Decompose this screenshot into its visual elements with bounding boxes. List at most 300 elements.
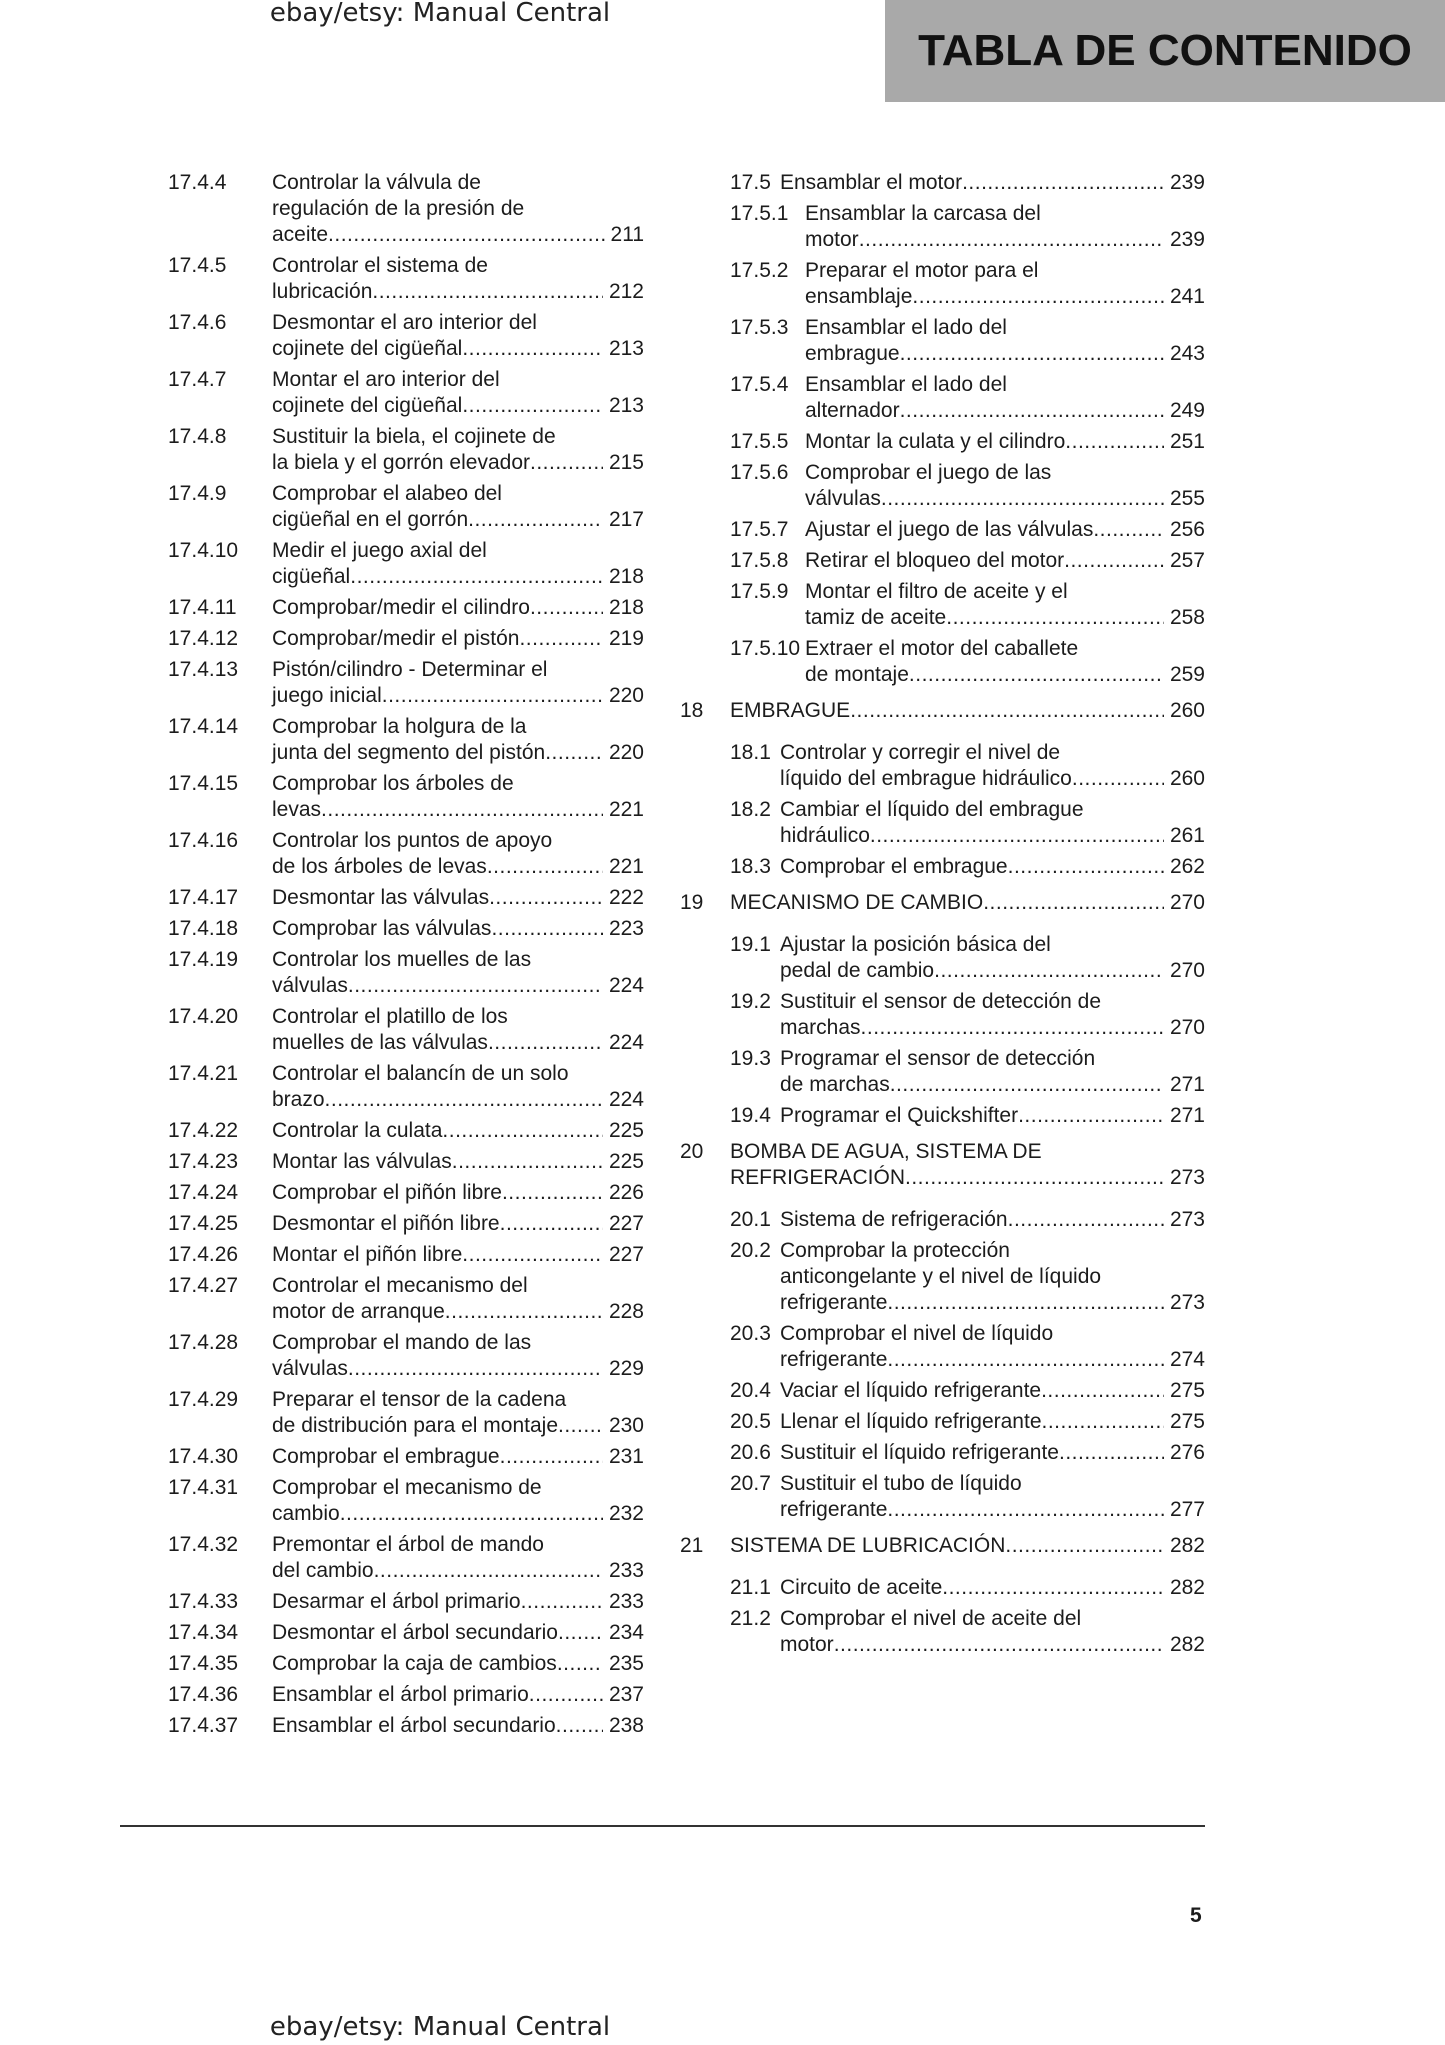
dot-leader: [340, 1501, 603, 1527]
toc-entry-page: 282: [1169, 1576, 1205, 1599]
toc-entry[interactable]: [168, 916, 644, 942]
toc-entry-number: 17.5.7: [730, 518, 789, 541]
dot-leader: [962, 170, 1164, 196]
toc-entry-page: 251: [1169, 430, 1205, 453]
toc-entry[interactable]: [168, 367, 644, 419]
toc-entry-title-line: motor de arranque: [272, 1300, 445, 1323]
toc-entry[interactable]: [168, 714, 644, 766]
toc-entry-number: 17.4.12: [168, 627, 239, 650]
dot-leader: [1093, 517, 1164, 543]
toc-entry-title-line: Programar el Quickshifter: [780, 1104, 1019, 1127]
dot-leader: [462, 336, 603, 362]
toc-entry-number: 20: [680, 1140, 704, 1163]
dot-leader: [530, 595, 603, 621]
toc-entry-title-line: Comprobar el nivel de líquido: [780, 1322, 1054, 1345]
toc-entry-title-line: Medir el juego axial del: [272, 539, 487, 562]
toc-entry[interactable]: [168, 481, 644, 533]
toc-entry[interactable]: [680, 429, 1205, 455]
toc-entry[interactable]: [168, 1589, 644, 1615]
toc-entry-number: 17.5.4: [730, 373, 789, 396]
dot-leader: [887, 1347, 1164, 1373]
toc-entry-title-line: refrigerante: [780, 1498, 888, 1521]
toc-entry-page: 213: [608, 337, 644, 360]
toc-entry[interactable]: [680, 1533, 1205, 1559]
toc-entry-title-line: cigüeñal en el gorrón: [272, 508, 469, 531]
toc-entry-number: 19.1: [730, 933, 771, 956]
toc-entry[interactable]: [680, 315, 1205, 367]
dot-leader: [558, 1413, 603, 1439]
toc-entry-title-line: Ensamblar el motor: [780, 171, 963, 194]
toc-entry-title-line: Desmontar las válvulas: [272, 886, 490, 909]
toc-entry-page: 282: [1169, 1534, 1205, 1557]
footer-rule: [120, 1825, 1205, 1827]
toc-entry[interactable]: [680, 932, 1205, 984]
dot-leader: [946, 605, 1164, 631]
toc-entry-title-line: levas: [272, 798, 322, 821]
dot-leader: [1059, 1440, 1164, 1466]
toc-entry-title-line: Montar el aro interior del: [272, 368, 500, 391]
dot-leader: [321, 797, 603, 823]
toc-entry[interactable]: [680, 698, 1205, 724]
toc-entry-title-line: cojinete del cigüeñal: [272, 394, 463, 417]
toc-entry[interactable]: [168, 1273, 644, 1325]
dot-leader: [834, 1632, 1164, 1658]
toc-entry-title-line: la biela y el gorrón elevador: [272, 451, 530, 474]
toc-entry-number: 17.4.28: [168, 1331, 239, 1354]
toc-entry-page: 228: [608, 1300, 644, 1323]
toc-entry[interactable]: [168, 1682, 644, 1708]
toc-entry[interactable]: [680, 1139, 1205, 1191]
toc-entry-page: 222: [608, 886, 644, 909]
dot-leader: [489, 885, 603, 911]
dot-leader: [900, 341, 1164, 367]
toc-entry-title-line: Controlar la culata: [272, 1119, 443, 1142]
toc-entry-title-line: refrigerante: [780, 1291, 888, 1314]
toc-entry-page: 218: [608, 596, 644, 619]
toc-entry-number: 20.5: [730, 1410, 771, 1433]
toc-entry[interactable]: [168, 538, 644, 590]
dot-leader: [328, 222, 604, 248]
toc-entry-page: 237: [608, 1683, 644, 1706]
toc-entry-title-line: juego inicial: [272, 684, 382, 707]
toc-entry-number: 17.4.31: [168, 1476, 239, 1499]
toc-entry-page: 282: [1169, 1633, 1205, 1656]
toc-entry[interactable]: [168, 1387, 644, 1439]
dot-leader: [500, 1444, 603, 1470]
dot-leader: [861, 1015, 1164, 1041]
toc-entry-number: 17.4.5: [168, 254, 227, 277]
toc-entry-page: 233: [608, 1559, 644, 1582]
toc-entry-title-line: Ensamblar el árbol primario: [272, 1683, 529, 1706]
dot-leader: [934, 958, 1164, 984]
toc-entry[interactable]: [680, 890, 1205, 916]
toc-entry-number: 20.1: [730, 1208, 771, 1231]
toc-entry[interactable]: [680, 1440, 1205, 1466]
dot-leader: [887, 1290, 1164, 1316]
toc-entry[interactable]: [680, 258, 1205, 310]
toc-entry[interactable]: [168, 1620, 644, 1646]
toc-entry-number: 18: [680, 699, 704, 722]
toc-entry-page: 220: [608, 741, 644, 764]
toc-entry-title-line: Comprobar la holgura de la: [272, 715, 527, 738]
toc-entry[interactable]: [168, 253, 644, 305]
dot-leader: [1064, 548, 1164, 574]
toc-entry-number: 17.4.16: [168, 829, 239, 852]
toc-entry[interactable]: [168, 1004, 644, 1056]
toc-entry-number: 21: [680, 1534, 704, 1557]
toc-entry-page: 261: [1169, 824, 1205, 847]
toc-entry-number: 17.4.35: [168, 1652, 239, 1675]
dot-leader: [912, 284, 1164, 310]
toc-entry[interactable]: [680, 1238, 1205, 1316]
toc-entry-title-line: Controlar y corregir el nivel de: [780, 741, 1061, 764]
toc-entry-page: 212: [608, 280, 644, 303]
toc-entry-number: 21.1: [730, 1576, 771, 1599]
toc-entry-number: 17.4.10: [168, 539, 239, 562]
dot-leader: [1008, 854, 1164, 880]
toc-entry-title-line: Comprobar el mecanismo de: [272, 1476, 542, 1499]
toc-entry-number: 17.5.3: [730, 316, 789, 339]
toc-entry[interactable]: [168, 1180, 644, 1206]
dot-leader: [462, 1242, 603, 1268]
dot-leader: [909, 662, 1164, 688]
toc-entry-page: 255: [1169, 487, 1205, 510]
toc-entry-title-line: Controlar el mecanismo del: [272, 1274, 528, 1297]
toc-entry[interactable]: [680, 170, 1205, 196]
toc-entry-page: 225: [608, 1150, 644, 1173]
toc-entry-title-line: Extraer el motor del caballete: [805, 637, 1079, 660]
toc-right-column: [680, 170, 1205, 1663]
dot-leader: [372, 279, 603, 305]
dot-leader: [900, 398, 1164, 424]
toc-entry[interactable]: [680, 854, 1205, 880]
toc-entry[interactable]: [680, 636, 1205, 688]
dot-leader: [1005, 1533, 1164, 1559]
page-title: TABLA DE CONTENIDO: [918, 26, 1412, 75]
toc-entry-title-line: Sustituir la biela, el cojinete de: [272, 425, 556, 448]
toc-entry-page: 234: [608, 1621, 644, 1644]
toc-entry-number: 17.4.23: [168, 1150, 239, 1173]
toc-entry-title-line: REFRIGERACIÓN: [730, 1166, 906, 1189]
toc-entry-page: 231: [608, 1445, 644, 1468]
toc-entry[interactable]: [168, 1330, 644, 1382]
toc-entry-number: 17.5.5: [730, 430, 789, 453]
dot-leader: [521, 1589, 603, 1615]
toc-entry-page: 238: [608, 1714, 644, 1737]
toc-entry-title-line: Sistema de refrigeración: [780, 1208, 1008, 1231]
toc-entry-page: 270: [1169, 959, 1205, 982]
toc-entry[interactable]: [680, 201, 1205, 253]
toc-entry-title-line: Preparar el tensor de la cadena: [272, 1388, 567, 1411]
toc-entry-number: 20.2: [730, 1239, 771, 1262]
dot-leader: [348, 973, 603, 999]
toc-entry-title-line: BOMBA DE AGUA, SISTEMA DE: [730, 1140, 1042, 1163]
toc-entry-number: 19.2: [730, 990, 771, 1013]
toc-entry-title-line: Comprobar el nivel de aceite del: [780, 1607, 1082, 1630]
toc-entry-page: 256: [1169, 518, 1205, 541]
toc-entry-title-line: Controlar los puntos de apoyo: [272, 829, 553, 852]
toc-entry[interactable]: [680, 579, 1205, 631]
toc-entry[interactable]: [168, 310, 644, 362]
toc-entry-title-line: Comprobar el mando de las: [272, 1331, 532, 1354]
toc-entry-page: 219: [608, 627, 644, 650]
toc-entry[interactable]: [680, 517, 1205, 543]
toc-entry-page: 224: [608, 974, 644, 997]
toc-entry[interactable]: [168, 1118, 644, 1144]
toc-entry-title-line: Sustituir el sensor de detección de: [780, 990, 1102, 1013]
toc-entry-title-line: Comprobar el piñón libre: [272, 1181, 502, 1204]
toc-entry-title-line: cojinete del cigüeñal: [272, 337, 463, 360]
toc-entry-number: 17.4.30: [168, 1445, 239, 1468]
toc-entry[interactable]: [680, 1575, 1205, 1601]
toc-entry-number: 20.4: [730, 1379, 771, 1402]
dot-leader: [942, 1575, 1164, 1601]
toc-entry-title-line: aceite: [272, 223, 329, 246]
toc-entry-title-line: Pistón/cilindro - Determinar el: [272, 658, 548, 681]
dot-leader: [350, 564, 603, 590]
dot-leader: [545, 740, 603, 766]
dot-leader: [558, 1620, 603, 1646]
toc-entry[interactable]: [680, 1606, 1205, 1658]
dot-leader: [1008, 1207, 1164, 1233]
toc-entry[interactable]: [168, 828, 644, 880]
toc-entry[interactable]: [168, 1651, 644, 1677]
toc-entry-title-line: Ensamblar el árbol secundario: [272, 1714, 556, 1737]
toc-entry-title-line: marchas: [780, 1016, 861, 1039]
toc-entry-page: 221: [608, 855, 644, 878]
toc-entry-title-line: anticongelante y el nivel de líquido: [780, 1265, 1102, 1288]
dot-leader: [870, 823, 1164, 849]
toc-entry-title-line: Cambiar el líquido del embrague: [780, 798, 1084, 821]
toc-entry-number: 17.4.26: [168, 1243, 239, 1266]
dot-leader: [519, 626, 603, 652]
toc-entry-page: 273: [1169, 1208, 1205, 1231]
toc-entry[interactable]: [168, 947, 644, 999]
toc-entry[interactable]: [168, 595, 644, 621]
toc-entry[interactable]: [680, 989, 1205, 1041]
toc-entry-title-line: de distribución para el montaje: [272, 1414, 559, 1437]
toc-entry[interactable]: [680, 1321, 1205, 1373]
toc-entry-title-line: Sustituir el líquido refrigerante: [780, 1441, 1059, 1464]
toc-entry[interactable]: [168, 1444, 644, 1470]
dot-leader: [556, 1713, 603, 1739]
toc-entry[interactable]: [168, 424, 644, 476]
toc-entry-page: 243: [1169, 342, 1205, 365]
toc-entry-page: 257: [1169, 549, 1205, 572]
toc-entry[interactable]: [168, 1242, 644, 1268]
toc-entry-number: 17.4.27: [168, 1274, 239, 1297]
toc-entry-title-line: Controlar el balancín de un solo: [272, 1062, 569, 1085]
toc-entry-title-line: junta del segmento del pistón: [272, 741, 546, 764]
toc-entry-title-line: Circuito de aceite: [780, 1576, 943, 1599]
toc-entry[interactable]: [168, 1713, 644, 1739]
toc-entry[interactable]: [680, 1207, 1205, 1233]
toc-entry[interactable]: [168, 1149, 644, 1175]
toc-entry-title-line: del cambio: [272, 1559, 374, 1582]
dot-leader: [530, 450, 603, 476]
dot-leader: [529, 1682, 603, 1708]
toc-entry-title-line: válvulas: [272, 974, 348, 997]
header-title-box: [885, 0, 1445, 102]
toc-entry[interactable]: [680, 548, 1205, 574]
toc-entry[interactable]: [680, 740, 1205, 792]
toc-entry-title-line: líquido del embrague hidráulico: [780, 767, 1072, 790]
toc-entry[interactable]: [168, 657, 644, 709]
toc-entry-title-line: refrigerante: [780, 1348, 888, 1371]
toc-entry[interactable]: [168, 1532, 644, 1584]
toc-entry-title-line: embrague: [805, 342, 900, 365]
toc-entry-number: 17.5.10: [730, 637, 801, 660]
toc-entry-title-line: Desmontar el piñón libre: [272, 1212, 500, 1235]
toc-entry-number: 20.7: [730, 1472, 771, 1495]
toc-entry-page: 215: [608, 451, 644, 474]
dot-leader: [881, 486, 1164, 512]
toc-entry[interactable]: [168, 170, 644, 248]
toc-entry-title-line: Llenar el líquido refrigerante: [780, 1410, 1042, 1433]
dot-leader: [488, 1030, 603, 1056]
toc-entry-page: 273: [1169, 1166, 1205, 1189]
dot-leader: [500, 1211, 603, 1237]
dot-leader: [374, 1558, 603, 1584]
toc-entry-page: 275: [1169, 1379, 1205, 1402]
toc-entry[interactable]: [168, 626, 644, 652]
toc-entry-number: 17.4.18: [168, 917, 239, 940]
dot-leader: [890, 1072, 1164, 1098]
toc-entry-page: 226: [608, 1181, 644, 1204]
dot-leader: [382, 683, 603, 709]
dot-leader: [442, 1118, 603, 1144]
toc-entry-page: 276: [1169, 1441, 1205, 1464]
toc-entry-page: 213: [608, 394, 644, 417]
toc-entry-number: 17.4.11: [168, 596, 237, 619]
toc-entry-number: 17.5.8: [730, 549, 789, 572]
toc-entry-title-line: alternador: [805, 399, 900, 422]
toc-entry-title-line: de montaje: [805, 663, 909, 686]
toc-entry-page: 221: [608, 798, 644, 821]
toc-entry-page: 223: [608, 917, 644, 940]
dot-leader: [887, 1497, 1164, 1523]
toc-entry-page: 273: [1169, 1291, 1205, 1314]
toc-entry[interactable]: [168, 771, 644, 823]
toc-entry-number: 17.4.19: [168, 948, 239, 971]
toc-left-column: [168, 170, 644, 1744]
toc-entry-title-line: Programar el sensor de detección: [780, 1047, 1096, 1070]
toc-entry[interactable]: [680, 797, 1205, 849]
dot-leader: [859, 227, 1164, 253]
toc-entry-page: 224: [608, 1031, 644, 1054]
toc-entry[interactable]: [168, 1061, 644, 1113]
toc-entry-title-line: Montar la culata y el cilindro: [805, 430, 1066, 453]
toc-entry[interactable]: [168, 1211, 644, 1237]
toc-entry-title-line: motor: [805, 228, 859, 251]
toc-entry[interactable]: [168, 885, 644, 911]
toc-entry-title-line: válvulas: [805, 487, 881, 510]
toc-entry-title-line: válvulas: [272, 1357, 348, 1380]
toc-entry-number: 19.3: [730, 1047, 771, 1070]
dot-leader: [905, 1165, 1164, 1191]
toc-entry-page: 225: [608, 1119, 644, 1142]
toc-entry-number: 17.4.34: [168, 1621, 239, 1644]
toc-entry-number: 18.3: [730, 855, 771, 878]
toc-entry[interactable]: [680, 1471, 1205, 1523]
dot-leader: [491, 916, 603, 942]
toc-entry-title-line: Controlar el platillo de los: [272, 1005, 508, 1028]
toc-entry-number: 17.4.20: [168, 1005, 239, 1028]
toc-entry-page: 274: [1169, 1348, 1205, 1371]
toc-entry-page: 217: [608, 508, 644, 531]
toc-entry-number: 18.1: [730, 741, 771, 764]
toc-entry-number: 17.5.2: [730, 259, 789, 282]
page-number: 5: [1190, 1904, 1202, 1927]
toc-entry-title-line: Ajustar la posición básica del: [780, 933, 1051, 956]
toc-entry-number: 17.4.6: [168, 311, 227, 334]
toc-entry-title-line: Comprobar las válvulas: [272, 917, 492, 940]
dot-leader: [1065, 429, 1164, 455]
toc-entry-title-line: Ensamblar el lado del: [805, 316, 1007, 339]
toc-entry-page: 224: [608, 1088, 644, 1111]
toc-entry-title-line: Montar las válvulas: [272, 1150, 452, 1173]
toc-entry-page: 227: [608, 1243, 644, 1266]
toc-entry-title-line: Comprobar/medir el pistón: [272, 627, 520, 650]
toc-entry-page: 271: [1169, 1104, 1205, 1127]
dot-leader: [452, 1149, 603, 1175]
toc-entry-title-line: MECANISMO DE CAMBIO: [730, 891, 984, 914]
toc-entry-page: 227: [608, 1212, 644, 1235]
toc-entry-title-line: Ajustar el juego de las válvulas: [805, 518, 1094, 541]
toc-entry-title-line: hidráulico: [780, 824, 870, 847]
toc-entry[interactable]: [168, 1475, 644, 1527]
toc-entry-number: 18.2: [730, 798, 771, 821]
toc-entry[interactable]: [680, 460, 1205, 512]
toc-entry-title-line: SISTEMA DE LUBRICACIÓN: [730, 1534, 1006, 1557]
toc-entry-page: 260: [1169, 767, 1205, 790]
dot-leader: [1018, 1103, 1164, 1129]
toc-entry-title-line: Comprobar la protección: [780, 1239, 1010, 1262]
toc-entry-title-line: Preparar el motor para el: [805, 259, 1039, 282]
toc-entry-number: 20.3: [730, 1322, 771, 1345]
toc-entry-title-line: regulación de la presión de: [272, 197, 525, 220]
toc-entry-page: 220: [608, 684, 644, 707]
dot-leader: [850, 698, 1164, 724]
toc-entry-number: 17.5.6: [730, 461, 789, 484]
toc-entry-page: 232: [608, 1502, 644, 1525]
toc-entry-title-line: Sustituir el tubo de líquido: [780, 1472, 1022, 1495]
toc-entry-page: 229: [608, 1357, 644, 1380]
toc-entry-page: 260: [1169, 699, 1205, 722]
dot-leader: [487, 854, 603, 880]
toc-entry-number: 19.4: [730, 1104, 771, 1127]
toc-entry-number: 17.4.13: [168, 658, 239, 681]
toc-entry-title-line: motor: [780, 1633, 834, 1656]
toc-entry[interactable]: [680, 1103, 1205, 1129]
toc-entry-number: 17.4.4: [168, 171, 227, 194]
toc-entry-number: 17.5: [730, 171, 771, 194]
toc-entry-page: 270: [1169, 891, 1205, 914]
toc-entry[interactable]: [680, 372, 1205, 424]
toc-entry-title-line: Comprobar los árboles de: [272, 772, 514, 795]
toc-entry-title-line: EMBRAGUE: [730, 699, 851, 722]
toc-entry-title-line: cigüeñal: [272, 565, 351, 588]
toc-entry[interactable]: [680, 1409, 1205, 1435]
toc-entry-number: 17.4.9: [168, 482, 227, 505]
dot-leader: [348, 1356, 603, 1382]
toc-entry-title-line: muelles de las válvulas: [272, 1031, 488, 1054]
toc-entry-number: 17.4.32: [168, 1533, 239, 1556]
toc-entry[interactable]: [680, 1046, 1205, 1098]
toc-entry[interactable]: [680, 1378, 1205, 1404]
toc-entry-title-line: Comprobar el alabeo del: [272, 482, 502, 505]
toc-entry-title-line: Comprobar el embrague: [272, 1445, 500, 1468]
